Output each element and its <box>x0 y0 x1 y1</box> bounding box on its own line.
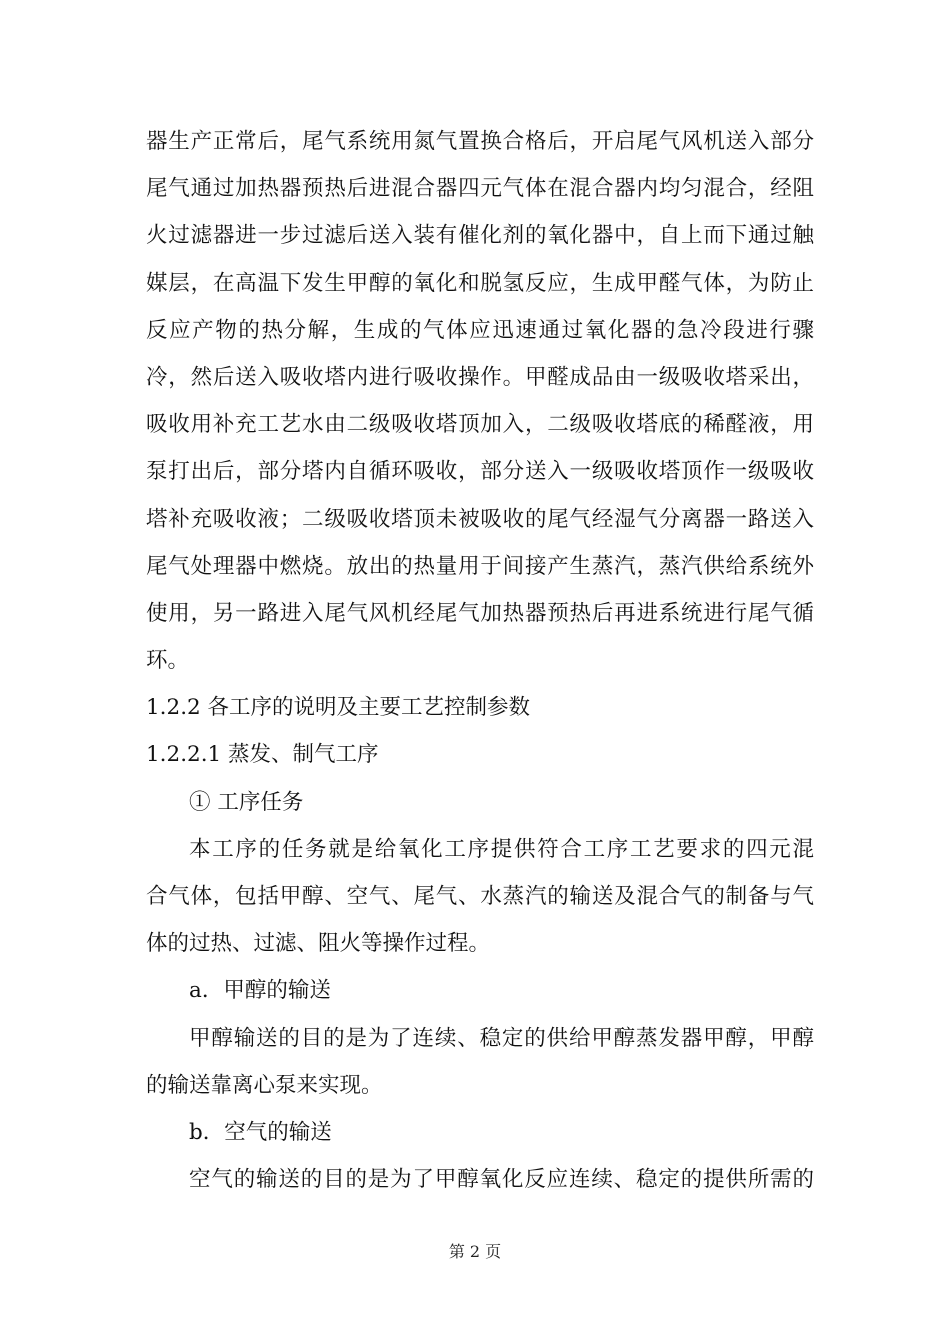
item-heading-air: b．空气的输送 <box>189 1119 332 1145</box>
item-heading-methanol: a．甲醇的输送 <box>189 978 331 1004</box>
paragraph-line: 媒层，在高温下发生甲醇的氧化和脱氢反应，生成甲醛气体，为防止 <box>146 270 814 296</box>
paragraph-line: 本工序的任务就是给氧化工序提供符合工序工艺要求的四元混 <box>189 836 814 862</box>
paragraph-line: 空气的输送的目的是为了甲醇氧化反应连续、稳定的提供所需的 <box>189 1167 814 1193</box>
paragraph-line: 器生产正常后，尾气系统用氮气置换合格后，开启尾气风机送入部分 <box>146 129 814 154</box>
paragraph-line: 甲醇输送的目的是为了连续、稳定的供给甲醇蒸发器甲醇，甲醇 <box>189 1025 814 1051</box>
subsection-heading: 1.2.2.1 蒸发、制气工序 <box>146 742 379 768</box>
body-text <box>146 118 814 1203</box>
paragraph-line: 环。 <box>146 648 190 674</box>
paragraph-line: 体的过热、过滤、阻火等操作过程。 <box>146 931 491 957</box>
paragraph-line: 吸收用补充工艺水由二级吸收塔顶加入，二级吸收塔底的稀醛液，用 <box>146 412 814 438</box>
paragraph-line: 使用，另一路进入尾气风机经尾气加热器预热后再进系统进行尾气循 <box>146 600 814 626</box>
paragraph-line: 反应产物的热分解，生成的气体应迅速通过氧化器的急冷段进行骤 <box>146 317 814 343</box>
paragraph-line: 尾气处理器中燃烧。放出的热量用于间接产生蒸汽，蒸汽供给系统外 <box>146 553 814 579</box>
paragraph-line: 塔补充吸收液；二级吸收塔顶未被吸收的尾气经湿气分离器一路送入 <box>146 506 814 532</box>
item-heading-task: ① 工序任务 <box>189 789 304 815</box>
page-number: 第 2 页 <box>448 1242 502 1261</box>
paragraph-line: 火过滤器进一步过滤后送入装有催化剂的氧化器中，自上而下通过触 <box>146 223 814 249</box>
paragraph-line: 的输送靠离心泵来实现。 <box>146 1072 383 1098</box>
section-heading: 1.2.2 各工序的说明及主要工艺控制参数 <box>146 695 531 721</box>
paragraph-line: 冷，然后送入吸收塔内进行吸收操作。甲醛成品由一级吸收塔采出， <box>146 364 814 390</box>
paragraph-line: 泵打出后，部分塔内自循环吸收，部分送入一级吸收塔顶作一级吸收 <box>146 459 814 485</box>
paragraph-line: 尾气通过加热器预热后进混合器四元气体在混合器内均匀混合，经阻 <box>146 176 814 202</box>
paragraph-line: 合气体，包括甲醇、空气、尾气、水蒸汽的输送及混合气的制备与气 <box>146 884 814 909</box>
